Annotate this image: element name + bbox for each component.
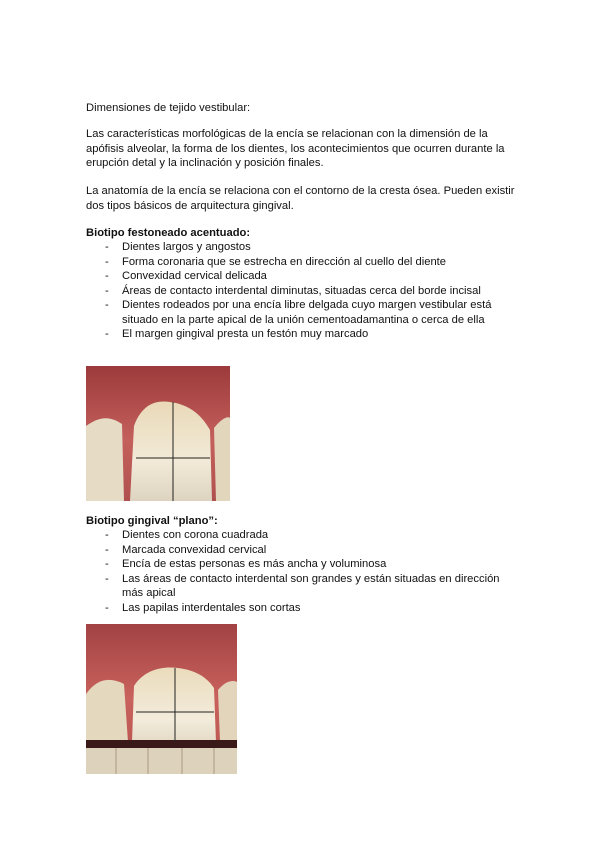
- list-item: - Áreas de contacto interdental diminutas, situadas cerca del borde incisal: [105, 284, 481, 297]
- list-item: - Las áreas de contacto interdental son grandes y están situadas en dirección más apical: [105, 572, 500, 599]
- list-item: - Dientes con corona cuadrada: [105, 529, 269, 541]
- list-item: - Marcada convexidad cervical: [105, 543, 267, 556]
- paragraph-morphology: Las características morfológicas de la encía se relacionan con la dimensión de la apófisis alveolar, la forma de los dientes, los acontecimientos que ocurren durante la erupción detal y la inclinación y posición finales.: [86, 128, 505, 169]
- tooth-photo-2: [86, 624, 237, 774]
- list-item: - Dientes largos y angostos: [105, 241, 251, 253]
- section1-title: Biotipo festoneado acentuado:: [86, 227, 251, 239]
- section2-list: [86, 528, 516, 615]
- list-item: - Dientes rodeados por una encía libre delgada cuyo margen vestibular está situado en la parte apical de la unión cementoadamantina o cerca de ella: [105, 299, 492, 326]
- list-item: - Encía de estas personas es más ancha y voluminosa: [105, 558, 387, 570]
- section2-title: Biotipo gingival “plano”:: [86, 515, 218, 527]
- list-item: - Convexidad cervical delicada: [105, 270, 267, 282]
- photo-flat-biotype: [86, 624, 237, 774]
- list-item: - Las papilas interdentales son cortas: [105, 601, 301, 614]
- list-item: - El margen gingival presta un festón muy marcado: [105, 328, 369, 340]
- section1-list: [86, 240, 516, 342]
- paragraph-anatomy: La anatomía de la encía se relaciona con el contorno de la cresta ósea. Pueden existir dos tipos básicos de arquitectura gingival.: [86, 185, 515, 212]
- tooth-photo-1: [86, 366, 230, 501]
- photo-scalloped-biotype: [86, 366, 230, 501]
- section-heading: Dimensiones de tejido vestibular:: [86, 102, 251, 114]
- list-item: - Forma coronaria que se estrecha en dirección al cuello del diente: [105, 255, 447, 268]
